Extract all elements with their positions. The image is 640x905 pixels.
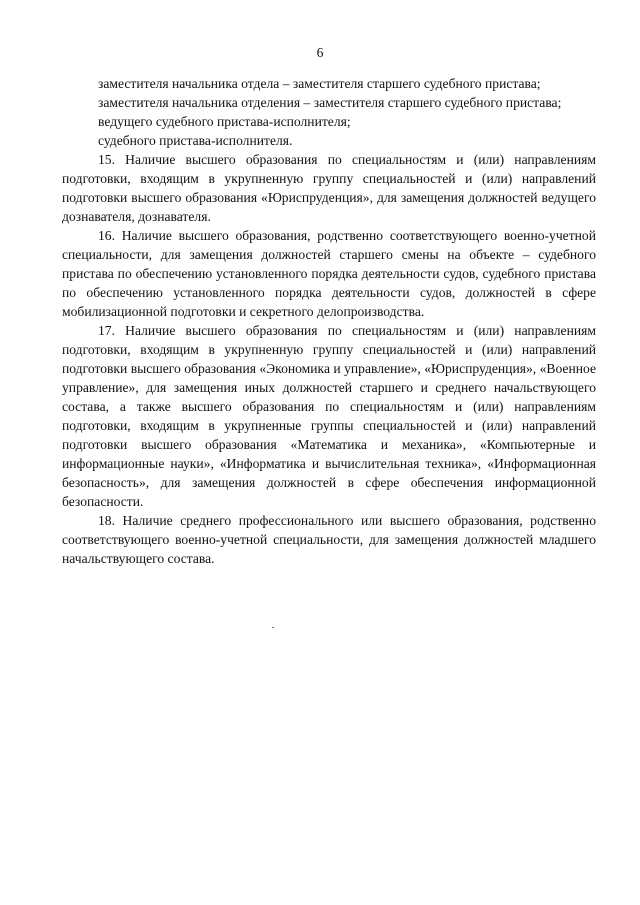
page-number: 6	[316, 45, 324, 60]
position-line: ведущего судебного пристава-исполнителя;	[98, 114, 351, 129]
paragraph-15: 15. Наличие высшего образования по специальностям и (или) направлениям подготовки, входящим в укрупненную группу специальностей и (или) направлений подготовки высшего образования «Юриспруденция», для замещения должностей ведущего дознавателя, дознавателя.	[62, 152, 596, 224]
position-line: судебного пристава-исполнителя.	[98, 133, 293, 148]
paragraph-17: 17. Наличие высшего образования по специальностям и (или) направлениям подготовки, входящим в укрупненную группу специальностей и (или) направлений подготовки высшего образования «Экономика и управление», «Юриспруденция», «Военное управление», для замещения иных должностей старшего и среднего начальствующего состава, а также высшего образования по специальностям и (или) направлениям подготовки, входящим в укрупненные группы специальностей и (или) направлений подготовки высшего образования «Математика и механика», «Компьютерные и информационные науки», «Информатика и вычислительная техника», «Информационная безопасность», для замещения должностей в сфере обеспечения информационной безопасности.	[62, 323, 596, 509]
paragraph-18: 18. Наличие среднего профессионального или высшего образования, родственно соответствующего военно-учетной специальности, для замещения должностей младшего начальствующего состава.	[62, 513, 596, 566]
position-line: заместителя начальника отдела – заместителя старшего судебного пристава;	[98, 76, 541, 91]
scan-artifact	[272, 627, 274, 628]
document-body	[62, 74, 596, 568]
paragraph-16: 16. Наличие высшего образования, родственно соответствующего военно-учетной специальности, для замещения должностей старшего смены на объекте – судебного пристава по обеспечению установленного порядка деятельности судов, судебного пристава по обеспечению установленного порядка деятельности судов, должностей в сфере мобилизационной подготовки и секретного делопроизводства.	[62, 228, 596, 319]
position-line: заместителя начальника отделения – заместителя старшего судебного пристава;	[98, 95, 562, 110]
